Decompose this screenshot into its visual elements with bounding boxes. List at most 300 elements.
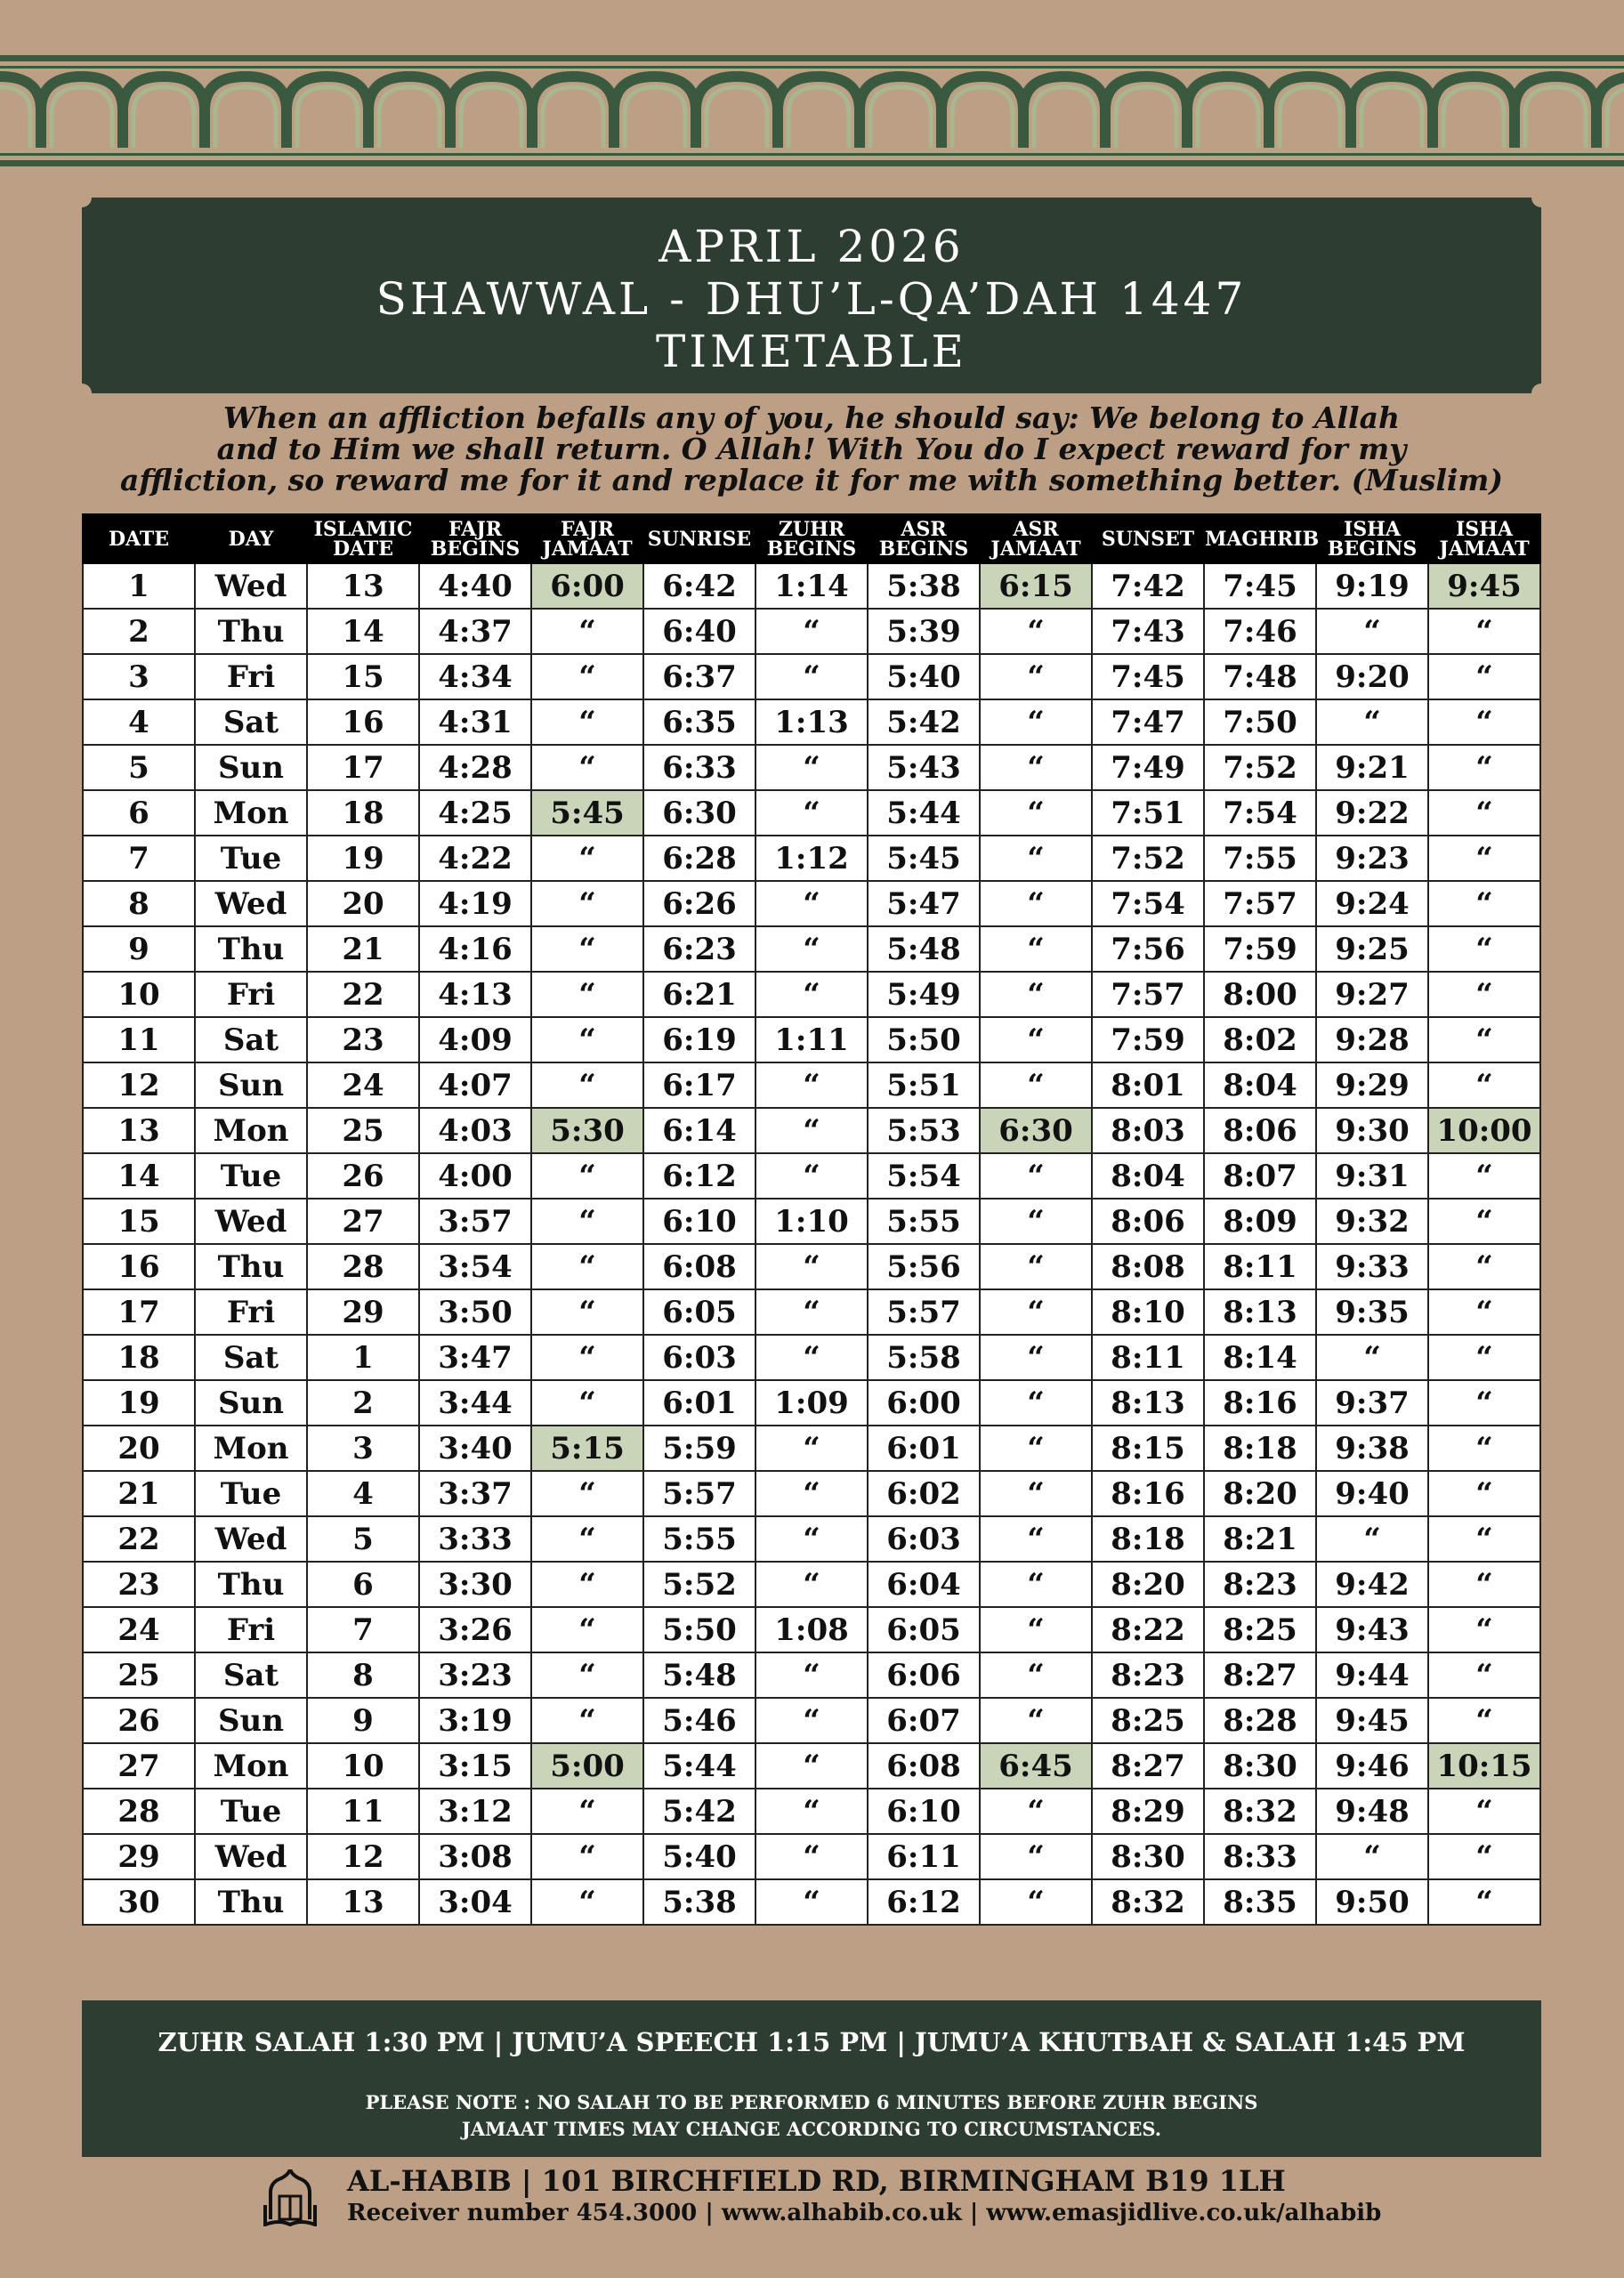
- table-cell: 4:22: [419, 836, 531, 881]
- table-cell: Fri: [195, 972, 307, 1017]
- table-cell: “: [531, 836, 643, 881]
- table-cell: “: [1428, 1244, 1540, 1289]
- month-title: APRIL 2026: [658, 221, 965, 272]
- table-cell: 8:23: [1092, 1652, 1204, 1698]
- table-cell: 4: [307, 1471, 419, 1516]
- table-cell: 9:23: [1316, 836, 1428, 881]
- table-cell: 6:40: [643, 609, 755, 654]
- table-cell: “: [531, 609, 643, 654]
- table-cell: Sat: [195, 699, 307, 745]
- table-cell: 1:09: [755, 1380, 868, 1426]
- table-row: [83, 699, 1540, 745]
- table-cell: 24: [83, 1607, 195, 1652]
- table-cell: Wed: [195, 1199, 307, 1244]
- table-cell: 7:54: [1092, 881, 1204, 926]
- column-header: [643, 514, 755, 563]
- table-cell: 27: [83, 1743, 195, 1789]
- column-header-label: BEGINS: [430, 537, 521, 561]
- table-cell: 7:47: [1092, 699, 1204, 745]
- table-cell: 8:33: [1204, 1834, 1316, 1879]
- table-cell: 22: [83, 1516, 195, 1562]
- table-cell: Mon: [195, 790, 307, 836]
- column-header: [1204, 514, 1320, 563]
- table-cell: 6:21: [643, 972, 755, 1017]
- footer: [263, 2164, 1420, 2230]
- table-row: [83, 1743, 1540, 1789]
- table-cell: 22: [307, 972, 419, 1017]
- table-cell: 2: [307, 1380, 419, 1426]
- table-cell: “: [980, 1698, 1092, 1743]
- table-cell: 8:01: [1092, 1062, 1204, 1108]
- table-row: [83, 1017, 1540, 1062]
- table-cell: “: [531, 1879, 643, 1925]
- column-header: [195, 514, 307, 563]
- table-cell: 3:50: [419, 1289, 531, 1335]
- table-cell: 4:31: [419, 699, 531, 745]
- table-cell: 5:42: [643, 1789, 755, 1834]
- table-cell: 6:42: [643, 563, 755, 609]
- table-cell: 10:00: [1428, 1108, 1540, 1153]
- table-cell: 8:15: [1092, 1426, 1204, 1471]
- table-cell: 6:01: [643, 1380, 755, 1426]
- table-cell: 5:49: [868, 972, 980, 1017]
- table-cell: 9:37: [1316, 1380, 1428, 1426]
- table-cell: 9:24: [1316, 881, 1428, 926]
- table-cell: 5:42: [868, 699, 980, 745]
- column-header-label: DAY: [228, 527, 274, 551]
- table-cell: “: [755, 1834, 868, 1879]
- column-header-label: JAMAAT: [1439, 537, 1530, 561]
- table-cell: 5:54: [868, 1153, 980, 1199]
- table-cell: 4:25: [419, 790, 531, 836]
- table-cell: “: [531, 1153, 643, 1199]
- table-cell: 3: [83, 654, 195, 699]
- table-cell: 14: [83, 1153, 195, 1199]
- table-cell: “: [755, 1652, 868, 1698]
- notice-banner: [82, 2000, 1541, 2157]
- table-cell: 6:26: [643, 881, 755, 926]
- table-cell: 11: [307, 1789, 419, 1834]
- table-cell: 5:45: [868, 836, 980, 881]
- table-cell: “: [980, 1789, 1092, 1834]
- table-cell: 10: [83, 972, 195, 1017]
- table-cell: “: [980, 1879, 1092, 1925]
- table-cell: 5:48: [643, 1652, 755, 1698]
- table-cell: 18: [307, 790, 419, 836]
- table-cell: 12: [307, 1834, 419, 1879]
- table-cell: Sun: [195, 1062, 307, 1108]
- table-cell: 20: [83, 1426, 195, 1471]
- table-cell: 3:47: [419, 1335, 531, 1380]
- table-cell: 3:54: [419, 1244, 531, 1289]
- table-cell: “: [531, 1289, 643, 1335]
- table-cell: 5:56: [868, 1244, 980, 1289]
- table-cell: 15: [83, 1199, 195, 1244]
- table-cell: 7:46: [1204, 609, 1316, 654]
- table-cell: Sat: [195, 1335, 307, 1380]
- table-cell: 5:44: [868, 790, 980, 836]
- table-cell: “: [1428, 836, 1540, 881]
- table-cell: 7:50: [1204, 699, 1316, 745]
- table-cell: 8:03: [1092, 1108, 1204, 1153]
- column-header-label: JAMAAT: [542, 537, 633, 561]
- table-cell: “: [755, 1698, 868, 1743]
- table-cell: 8:18: [1204, 1426, 1316, 1471]
- table-cell: 5:40: [643, 1834, 755, 1879]
- table-cell: “: [1428, 926, 1540, 972]
- table-cell: 5:51: [868, 1062, 980, 1108]
- table-row: [83, 1516, 1540, 1562]
- table-header-row: [83, 514, 1540, 563]
- table-cell: 9:27: [1316, 972, 1428, 1017]
- table-cell: 5:55: [868, 1199, 980, 1244]
- column-header: [1316, 514, 1428, 563]
- table-cell: 5:39: [868, 609, 980, 654]
- table-cell: 3:44: [419, 1380, 531, 1426]
- table-cell: 3:04: [419, 1879, 531, 1925]
- table-cell: “: [980, 1199, 1092, 1244]
- table-cell: Sat: [195, 1652, 307, 1698]
- table-cell: 6:14: [643, 1108, 755, 1153]
- table-cell: 5:52: [643, 1562, 755, 1607]
- table-cell: “: [531, 1652, 643, 1698]
- table-cell: 8:27: [1092, 1743, 1204, 1789]
- table-cell: 14: [307, 609, 419, 654]
- table-cell: 3:23: [419, 1652, 531, 1698]
- table-cell: 2: [83, 609, 195, 654]
- table-cell: “: [531, 654, 643, 699]
- table-cell: Wed: [195, 881, 307, 926]
- table-cell: 4:19: [419, 881, 531, 926]
- column-header-label: DATE: [108, 527, 170, 551]
- table-cell: 6:15: [980, 563, 1092, 609]
- table-cell: 7:45: [1092, 654, 1204, 699]
- table-cell: 5:45: [531, 790, 643, 836]
- column-header-label: ASR: [1013, 517, 1059, 541]
- table-row: [83, 1289, 1540, 1335]
- table-cell: 1:14: [755, 563, 868, 609]
- table-cell: 8:14: [1204, 1335, 1316, 1380]
- table-cell: 9:33: [1316, 1244, 1428, 1289]
- table-cell: 8:23: [1204, 1562, 1316, 1607]
- table-cell: 1: [307, 1335, 419, 1380]
- table-cell: “: [1428, 609, 1540, 654]
- table-cell: 7:49: [1092, 745, 1204, 790]
- table-cell: 3:30: [419, 1562, 531, 1607]
- table-cell: “: [980, 836, 1092, 881]
- table-cell: 6:28: [643, 836, 755, 881]
- table-cell: “: [980, 699, 1092, 745]
- timetable-title: TIMETABLE: [656, 326, 967, 377]
- table-cell: 8:16: [1092, 1471, 1204, 1516]
- table-cell: “: [980, 1062, 1092, 1108]
- table-cell: 6:07: [868, 1698, 980, 1743]
- table-cell: 7:57: [1204, 881, 1316, 926]
- table-cell: “: [531, 1062, 643, 1108]
- table-cell: “: [1428, 1789, 1540, 1834]
- table-cell: “: [755, 1335, 868, 1380]
- table-row: [83, 609, 1540, 654]
- table-cell: Tue: [195, 1471, 307, 1516]
- table-cell: 8:35: [1204, 1879, 1316, 1925]
- table-cell: “: [1316, 1516, 1428, 1562]
- table-cell: “: [980, 1516, 1092, 1562]
- table-cell: “: [755, 790, 868, 836]
- table-cell: “: [1428, 881, 1540, 926]
- table-cell: 5:44: [643, 1743, 755, 1789]
- table-cell: 7:55: [1204, 836, 1316, 881]
- table-cell: Tue: [195, 1153, 307, 1199]
- table-cell: “: [1428, 1698, 1540, 1743]
- table-cell: 3:40: [419, 1426, 531, 1471]
- table-cell: “: [531, 1471, 643, 1516]
- table-cell: 5:46: [643, 1698, 755, 1743]
- table-cell: 6:11: [868, 1834, 980, 1879]
- table-cell: “: [755, 609, 868, 654]
- quote-line: and to Him we shall return. O Allah! With You do I expect reward for my: [216, 432, 1407, 466]
- table-cell: “: [980, 609, 1092, 654]
- table-cell: “: [1428, 1199, 1540, 1244]
- table-cell: “: [531, 1516, 643, 1562]
- table-cell: “: [1428, 1062, 1540, 1108]
- table-cell: 4:37: [419, 609, 531, 654]
- table-cell: 4:40: [419, 563, 531, 609]
- table-row: [83, 1607, 1540, 1652]
- table-row: [83, 1153, 1540, 1199]
- table-cell: 7: [307, 1607, 419, 1652]
- table-cell: “: [531, 1017, 643, 1062]
- table-cell: “: [980, 654, 1092, 699]
- table-cell: 8:11: [1092, 1335, 1204, 1380]
- table-cell: Fri: [195, 1289, 307, 1335]
- column-header: [419, 514, 531, 563]
- table-cell: 5:38: [868, 563, 980, 609]
- table-cell: 5:47: [868, 881, 980, 926]
- table-cell: “: [1316, 1335, 1428, 1380]
- column-header-label: FAJR: [448, 517, 503, 541]
- table-cell: “: [980, 1289, 1092, 1335]
- column-header-label: ISLAMIC: [313, 517, 413, 541]
- table-cell: 9:20: [1316, 654, 1428, 699]
- column-header-label: SUNSET: [1101, 527, 1195, 551]
- table-cell: Mon: [195, 1743, 307, 1789]
- table-cell: 18: [83, 1335, 195, 1380]
- table-cell: 8:09: [1204, 1199, 1316, 1244]
- table-cell: 7:51: [1092, 790, 1204, 836]
- table-cell: “: [1428, 699, 1540, 745]
- table-cell: 8:22: [1092, 1607, 1204, 1652]
- table-cell: Sun: [195, 745, 307, 790]
- table-cell: 5:00: [531, 1743, 643, 1789]
- table-cell: “: [1316, 699, 1428, 745]
- table-cell: 6:08: [868, 1743, 980, 1789]
- column-header-label: ZUHR: [778, 517, 845, 541]
- column-header-label: ISHA: [1455, 517, 1514, 541]
- table-cell: 25: [307, 1108, 419, 1153]
- table-row: [83, 1789, 1540, 1834]
- table-cell: 7:59: [1204, 926, 1316, 972]
- table-cell: “: [755, 1471, 868, 1516]
- table-cell: 23: [83, 1562, 195, 1607]
- table-cell: 7:42: [1092, 563, 1204, 609]
- table-cell: 9:19: [1316, 563, 1428, 609]
- column-header: [531, 514, 643, 563]
- table-cell: 4:07: [419, 1062, 531, 1108]
- table-cell: “: [1428, 1289, 1540, 1335]
- column-header-label: JAMAAT: [990, 537, 1081, 561]
- table-cell: 8:10: [1092, 1289, 1204, 1335]
- table-cell: 5:57: [643, 1471, 755, 1516]
- table-cell: 30: [83, 1879, 195, 1925]
- table-cell: 9:42: [1316, 1562, 1428, 1607]
- table-cell: 8:04: [1204, 1062, 1316, 1108]
- table-cell: 7: [83, 836, 195, 881]
- table-cell: 1:13: [755, 699, 868, 745]
- table-cell: “: [755, 745, 868, 790]
- table-cell: 6:10: [868, 1789, 980, 1834]
- table-row: [83, 926, 1540, 972]
- table-cell: “: [755, 1879, 868, 1925]
- table-cell: Fri: [195, 654, 307, 699]
- table-cell: 8:04: [1092, 1153, 1204, 1199]
- table-cell: 4:09: [419, 1017, 531, 1062]
- table-cell: “: [531, 1199, 643, 1244]
- table-row: [83, 1244, 1540, 1289]
- table-cell: 7:56: [1092, 926, 1204, 972]
- table-cell: 4:34: [419, 654, 531, 699]
- contact-links: Receiver number 454.3000 | www.alhabib.co.uk | www.emasjidlive.co.uk/alhabib: [347, 2200, 1382, 2226]
- table-cell: “: [531, 1607, 643, 1652]
- table-cell: 5:30: [531, 1108, 643, 1153]
- table-cell: 7:48: [1204, 654, 1316, 699]
- table-cell: 9:50: [1316, 1879, 1428, 1925]
- jamaat-note: JAMAAT TIMES MAY CHANGE ACCORDING TO CIRCUMSTANCES.: [461, 2118, 1162, 2140]
- column-header: [755, 514, 868, 563]
- table-cell: 5:50: [868, 1017, 980, 1062]
- table-cell: 6:00: [868, 1380, 980, 1426]
- table-cell: Sat: [195, 1017, 307, 1062]
- table-cell: 8:06: [1092, 1199, 1204, 1244]
- column-header-label: ASR: [901, 517, 947, 541]
- table-cell: 8:25: [1204, 1607, 1316, 1652]
- table-cell: Thu: [195, 926, 307, 972]
- table-cell: 7:52: [1204, 745, 1316, 790]
- table-cell: 8:28: [1204, 1698, 1316, 1743]
- table-cell: Wed: [195, 563, 307, 609]
- prayer-timetable: [82, 513, 1541, 1926]
- table-cell: “: [1428, 1335, 1540, 1380]
- table-cell: 16: [307, 699, 419, 745]
- table-cell: “: [980, 926, 1092, 972]
- table-cell: 3: [307, 1426, 419, 1471]
- table-cell: 6:35: [643, 699, 755, 745]
- column-header-label: FAJR: [560, 517, 615, 541]
- table-cell: “: [531, 699, 643, 745]
- table-cell: “: [531, 1335, 643, 1380]
- table-cell: Thu: [195, 1244, 307, 1289]
- table-cell: “: [980, 1607, 1092, 1652]
- table-cell: 3:33: [419, 1516, 531, 1562]
- table-cell: “: [755, 926, 868, 972]
- table-cell: 9:30: [1316, 1108, 1428, 1153]
- table-cell: “: [755, 1062, 868, 1108]
- table-row: [83, 1698, 1540, 1743]
- table-cell: 28: [307, 1244, 419, 1289]
- table-cell: 7:45: [1204, 563, 1316, 609]
- column-header-label: DATE: [332, 537, 394, 561]
- table-cell: 6:06: [868, 1652, 980, 1698]
- table-cell: “: [531, 1562, 643, 1607]
- table-cell: “: [531, 881, 643, 926]
- table-row: [83, 563, 1540, 609]
- table-cell: 3:37: [419, 1471, 531, 1516]
- table-cell: Sun: [195, 1380, 307, 1426]
- table-cell: 8:30: [1204, 1743, 1316, 1789]
- table-row: [83, 790, 1540, 836]
- table-cell: “: [1428, 745, 1540, 790]
- table-cell: 9:32: [1316, 1199, 1428, 1244]
- table-cell: 5:15: [531, 1426, 643, 1471]
- table-cell: 4:13: [419, 972, 531, 1017]
- table-cell: 3:12: [419, 1789, 531, 1834]
- table-cell: 9:48: [1316, 1789, 1428, 1834]
- table-cell: Wed: [195, 1516, 307, 1562]
- table-cell: 5:38: [643, 1879, 755, 1925]
- table-cell: “: [1428, 790, 1540, 836]
- table-cell: 3:26: [419, 1607, 531, 1652]
- table-row: [83, 1335, 1540, 1380]
- arch-border-ornament: [0, 55, 1624, 167]
- table-cell: 8:20: [1204, 1471, 1316, 1516]
- table-cell: 11: [83, 1017, 195, 1062]
- table-cell: 4:16: [419, 926, 531, 972]
- table-cell: 6:33: [643, 745, 755, 790]
- table-cell: 1:12: [755, 836, 868, 881]
- table-cell: “: [980, 1426, 1092, 1471]
- quote-line: When an affliction befalls any of you, he should say: We belong to Allah: [223, 400, 1400, 435]
- table-cell: “: [755, 1244, 868, 1289]
- table-cell: 6:45: [980, 1743, 1092, 1789]
- table-cell: 8:00: [1204, 972, 1316, 1017]
- table-cell: 15: [307, 654, 419, 699]
- table-cell: “: [1316, 1834, 1428, 1879]
- table-cell: 9:25: [1316, 926, 1428, 972]
- table-cell: 5:59: [643, 1426, 755, 1471]
- table-cell: 8:20: [1092, 1562, 1204, 1607]
- table-cell: 6:17: [643, 1062, 755, 1108]
- table-cell: 1:10: [755, 1199, 868, 1244]
- table-cell: 3:57: [419, 1199, 531, 1244]
- column-header: [1428, 514, 1540, 563]
- table-cell: 6:12: [868, 1879, 980, 1925]
- table-cell: “: [755, 1289, 868, 1335]
- table-cell: 9:45: [1316, 1698, 1428, 1743]
- table-cell: “: [1428, 1879, 1540, 1925]
- table-cell: 9:28: [1316, 1017, 1428, 1062]
- table-row: [83, 1652, 1540, 1698]
- table-cell: 7:52: [1092, 836, 1204, 881]
- table-cell: 6:10: [643, 1199, 755, 1244]
- table-cell: “: [531, 1380, 643, 1426]
- table-cell: “: [1428, 1017, 1540, 1062]
- table-cell: Mon: [195, 1108, 307, 1153]
- islamic-month-title: SHAWWAL - DHU’L-QA’DAH 1447: [376, 273, 1248, 325]
- table-cell: 8:29: [1092, 1789, 1204, 1834]
- table-row: [83, 881, 1540, 926]
- table-cell: “: [980, 1471, 1092, 1516]
- table-cell: “: [755, 1516, 868, 1562]
- table-cell: 17: [307, 745, 419, 790]
